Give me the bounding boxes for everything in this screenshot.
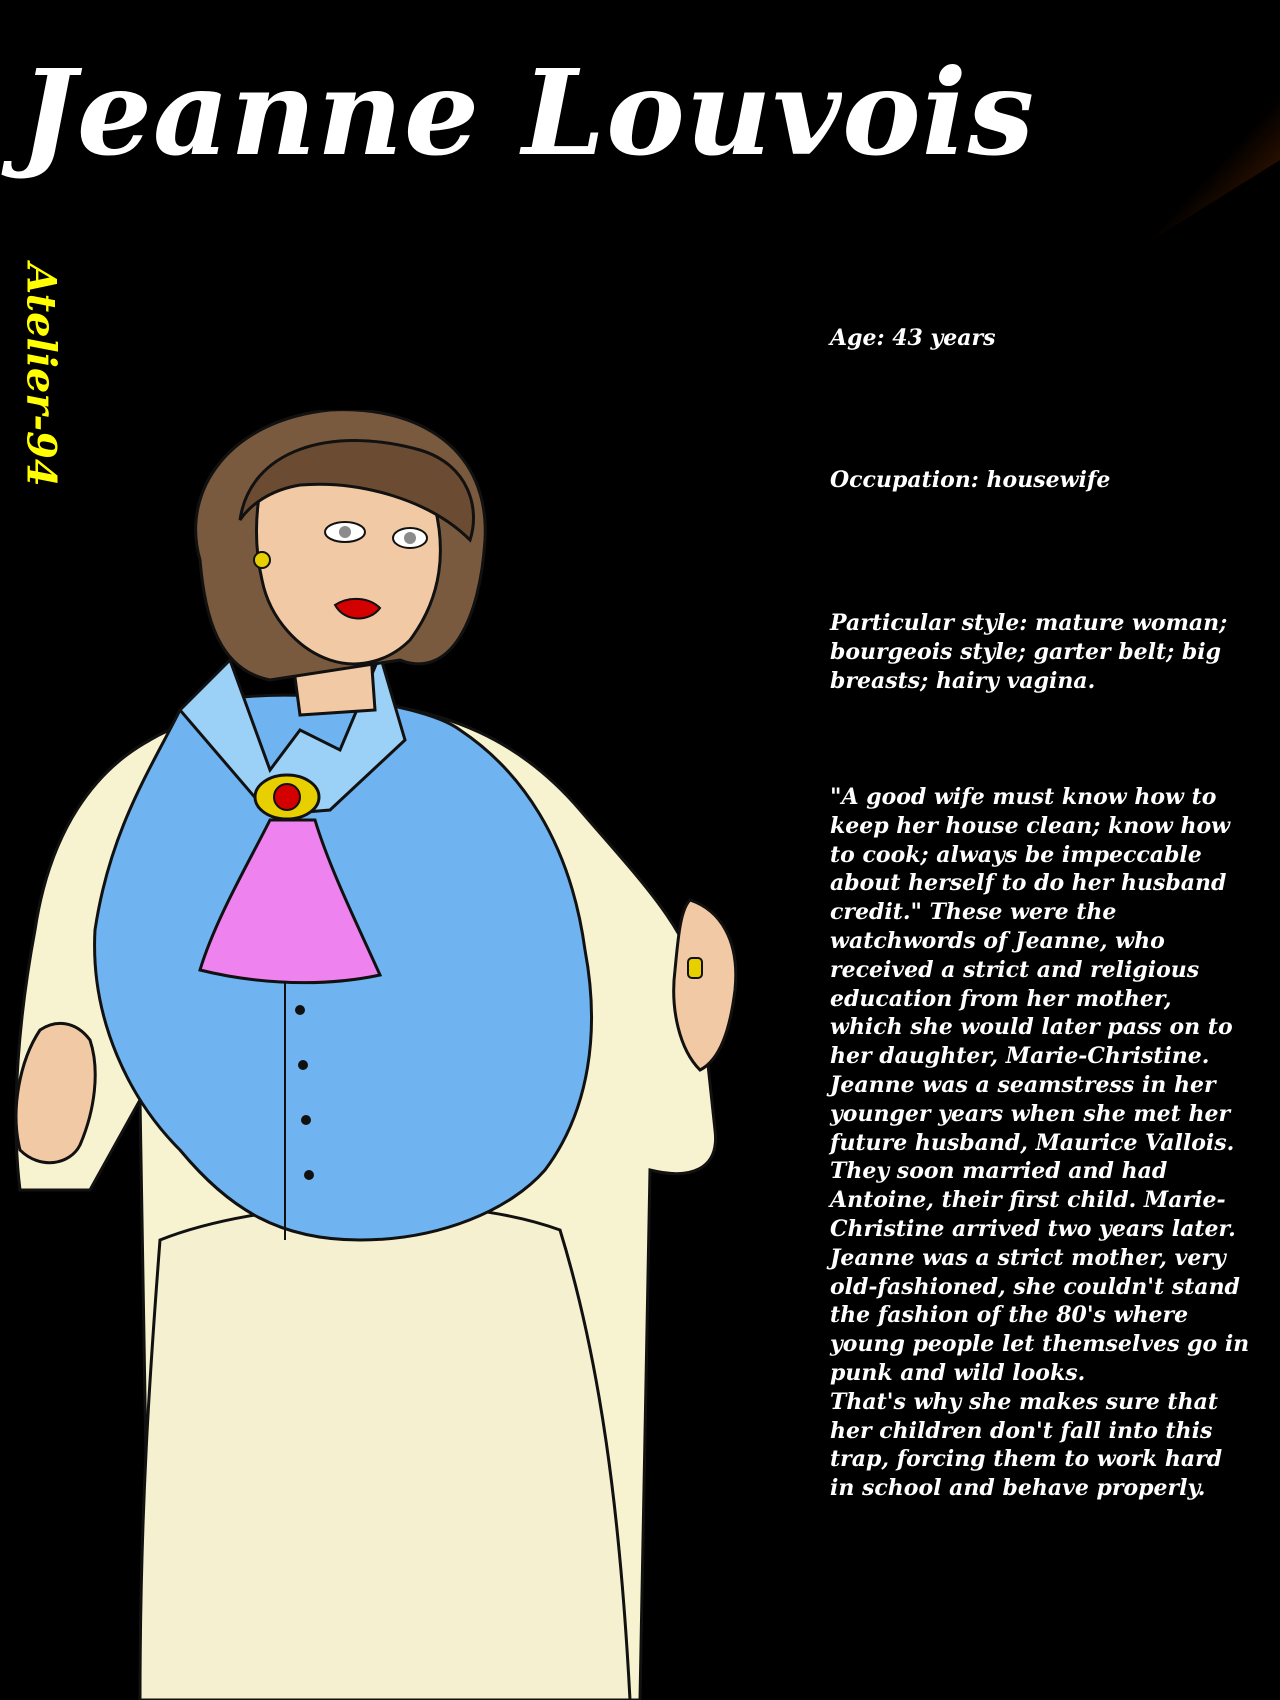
- age-text: Age: 43 years: [830, 325, 996, 351]
- occupation-text: Occupation: housewife: [830, 467, 1111, 493]
- bio-paragraph: "A good wife must know how to keep her house clean; know how to cook; always be impeccable about herself to do her husband credit." These were the watchwords of Jeanne, who received a strict and religious education from her mother, which she would later pass on to her daughter, Marie-Christine.: [830, 784, 1233, 1070]
- character-illustration: [0, 410, 800, 1700]
- bio-paragraph: Jeanne was a seamstress in her younger years when she met her future husband, Maurice Vallois. They soon married and had Antoine, their first child. Marie-Christine arrived two years later.: [830, 1071, 1236, 1242]
- page-title: Jeanne Louvois: [20, 43, 1036, 182]
- right-hand: [674, 900, 736, 1070]
- signature-text: Atelier-94: [17, 263, 65, 487]
- ring: [688, 958, 702, 978]
- style-text: Particular style: mature woman; bourgeois style; garter belt; big breasts; hairy vagina.: [830, 610, 1228, 694]
- skirt: [140, 1205, 630, 1700]
- bio-paragraph: That's why she makes sure that her children don't fall into this trap, forcing them to work hard in school and behave properly.: [830, 1388, 1223, 1502]
- bio-paragraph: Jeanne was a strict mother, very old-fashioned, she couldn't stand the fashion of the 80's where young people let themselves go in punk and wild looks.: [830, 1244, 1250, 1386]
- biography: [830, 783, 1250, 1503]
- earring: [254, 552, 270, 568]
